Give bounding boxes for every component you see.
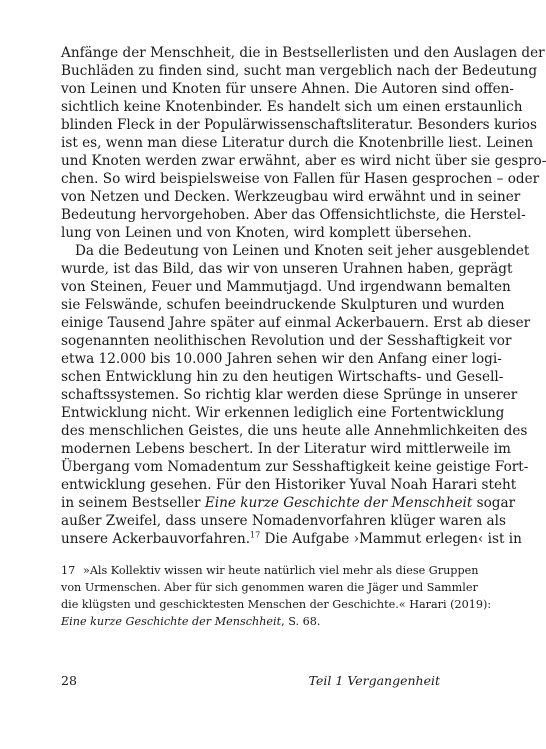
- text-segment: Die Aufgabe ›Mammut erlegen‹ ist in: [260, 531, 522, 547]
- text-line: wurde, ist das Bild, das wir von unseren Urahnen haben, geprägt: [61, 261, 513, 277]
- footnote-number: 17: [61, 564, 76, 577]
- footnote-line: [61, 614, 440, 630]
- text-line: Buchläden zu finden sind, sucht man vergeblich nach der Bedeutung: [61, 63, 538, 79]
- text-line: des menschlichen Geistes, die uns heute alle Annehmlichkeiten des: [61, 423, 528, 439]
- text-segment: in seinem Bestseller: [61, 495, 205, 511]
- text-line: ist es, wenn man diese Literatur durch die Knotenbrille liest. Leinen: [61, 135, 534, 151]
- text-line: [61, 530, 522, 548]
- page-number: 28: [61, 673, 77, 688]
- footnote-reference[interactable]: 17: [250, 530, 261, 540]
- text-line: [61, 494, 516, 512]
- text-segment: sogar: [472, 495, 516, 511]
- text-line: blinden Fleck in der Populärwissenschaftsliteratur. Besonders kurios: [61, 117, 537, 133]
- text-line: Da die Bedeutung von Leinen und Knoten seit jeher ausgeblendet: [75, 243, 530, 259]
- book-title: Eine kurze Geschichte der Menschheit: [204, 495, 473, 511]
- text-line: und Knoten werden zwar erwähnt, aber es wird nicht über sie gespro-: [61, 153, 546, 169]
- text-line: Bedeutung hervorgehoben. Aber das Offensichtlichste, die Herstel-: [61, 207, 526, 223]
- text-line: Entwicklung nicht. Wir erkennen lediglich eine Fortentwicklung: [61, 405, 505, 421]
- text-line: von Leinen und Knoten für unsere Ahnen. Die Autoren sind offen-: [61, 81, 515, 97]
- text-line: einige Tausend Jahre später auf einmal Ackerbauern. Erst ab dieser: [61, 315, 531, 331]
- text-line: modernen Lebens beschert. In der Literatur wird mittlerweile im: [61, 441, 511, 457]
- footnote-text: »Als Kollektiv wissen wir heute natürlich viel mehr als diese Gruppen: [83, 564, 479, 577]
- text-segment: unsere Ackerbauvorfahren.: [61, 531, 251, 547]
- footnote-text: , S. 68.: [281, 615, 321, 628]
- text-line: von Netzen und Decken. Werkzeugbau wird erwähnt und in seiner: [61, 189, 521, 205]
- text-line: Anfänge der Menschheit, die in Bestsellerlisten und den Auslagen der: [61, 45, 545, 61]
- text-line: Übergang vom Nomadentum zur Sesshaftigkeit keine geistige Fort-: [61, 459, 529, 475]
- running-head: Teil 1 Vergangenheit: [308, 673, 440, 688]
- footnote-line: [61, 563, 479, 579]
- text-line: lung von Leinen und von Knoten, wird komplett übersehen.: [61, 225, 472, 241]
- text-line: schen Entwicklung hin zu den heutigen Wirtschafts- und Gesell-: [61, 369, 504, 385]
- footnote-line: von Urmenschen. Aber für sich genommen waren die Jäger und Sammler: [61, 581, 478, 594]
- text-line: außer Zweifel, dass unsere Nomadenvorfahren klüger waren als: [61, 513, 506, 529]
- text-line: sogenannten neolithischen Revolution und der Sesshaftigkeit vor: [61, 333, 512, 349]
- text-line: von Steinen, Feuer und Mammutjagd. Und irgendwann bemalten: [61, 279, 511, 295]
- footnote-line: die klügsten und geschicktesten Menschen der Geschichte.« Harari (2019):: [61, 598, 492, 611]
- book-title: Eine kurze Geschichte der Menschheit: [61, 615, 282, 628]
- text-line: entwicklung gesehen. Für den Historiker Yuval Noah Harari steht: [61, 477, 517, 493]
- text-line: etwa 12.000 bis 10.000 Jahren sehen wir den Anfang einer logi-: [61, 351, 502, 367]
- text-line: sie Felswände, schufen beeindruckende Skulpturen und wurden: [61, 297, 505, 313]
- text-line: schaftssystemen. So richtig klar werden diese Sprünge in unserer: [61, 387, 518, 403]
- text-line: chen. So wird beispielsweise von Fallen für Hasen gesprochen – oder: [61, 171, 540, 187]
- text-line: sichtlich keine Knotenbinder. Es handelt sich um einen erstaunlich: [61, 99, 523, 115]
